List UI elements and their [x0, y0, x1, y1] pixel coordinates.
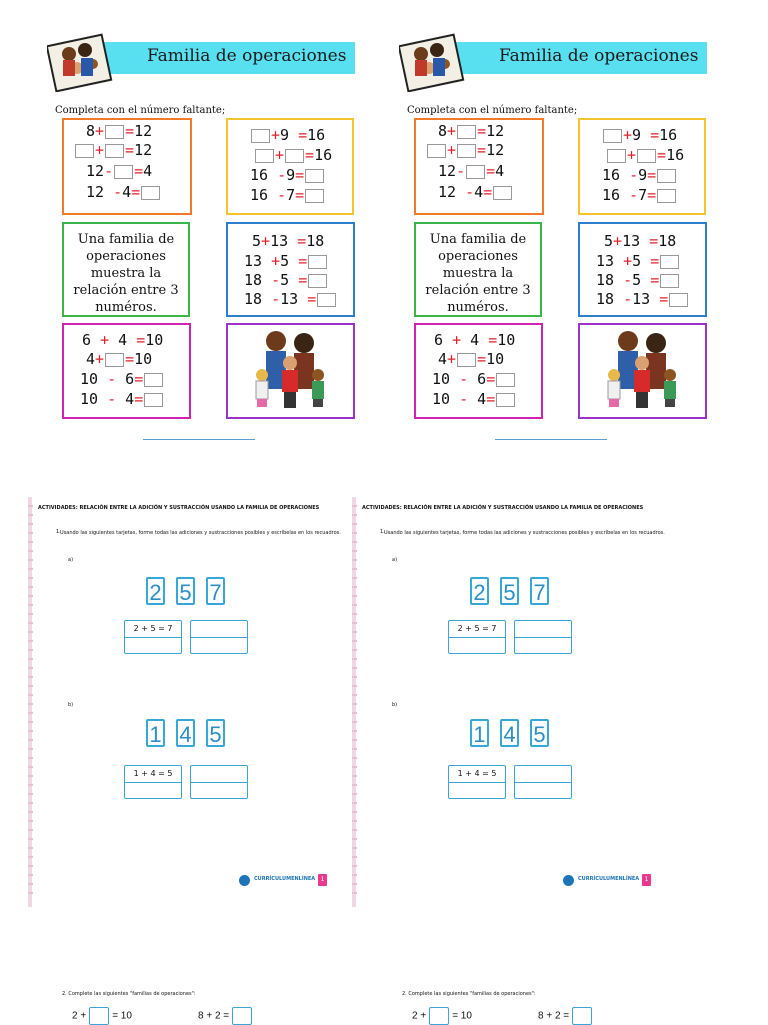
title-banner	[437, 42, 707, 74]
margin-tick	[28, 577, 33, 579]
margin-tick	[352, 622, 357, 624]
margin-tick	[352, 568, 357, 570]
margin-tick	[352, 847, 357, 849]
margin-tick	[352, 703, 357, 705]
margin-tick	[352, 667, 357, 669]
blank-box[interactable]	[457, 353, 476, 367]
blank-box[interactable]	[251, 129, 270, 143]
margin-tick	[28, 694, 33, 696]
blank-box[interactable]	[308, 274, 327, 288]
blank-box[interactable]	[141, 186, 160, 200]
blank-box[interactable]	[660, 274, 679, 288]
activity-title: ACTIVIDADES: RELACIÓN ENTRE LA ADICIÓN Y SUSTRACCIÓN USANDO LA FAMILIA DE OPERACIONES	[38, 505, 320, 511]
question-number: 1.	[56, 529, 61, 535]
worksheet-left	[25, 30, 355, 440]
exercise-2-instruction: 2. Complete las siguientes "familias de operaciones":	[402, 991, 536, 997]
margin-tick	[28, 640, 33, 642]
number-card[interactable]: 5	[206, 719, 225, 747]
number-card[interactable]: 2	[470, 577, 489, 605]
question-text: Usando las siguientes tarjetas, forme todas las adiciones y sustracciones posibles y escríbelas en los recuadros.	[384, 530, 665, 536]
blank-box[interactable]	[603, 129, 622, 143]
family-photo-icon	[47, 30, 121, 92]
part-a-label: a)	[392, 557, 398, 563]
blank-box[interactable]	[607, 149, 626, 163]
equation-1: 2 + = 10	[72, 1007, 132, 1025]
blank-box[interactable]	[75, 144, 94, 158]
blank-box[interactable]	[427, 144, 446, 158]
title-banner	[85, 42, 355, 74]
blank-box[interactable]	[305, 169, 324, 183]
curriculum-logo-icon	[563, 875, 574, 886]
margin-tick	[352, 874, 357, 876]
answer-box[interactable]	[190, 765, 248, 799]
blank-box[interactable]	[457, 144, 476, 158]
curriculum-logo-icon	[239, 875, 250, 886]
blank-box[interactable]	[89, 1007, 109, 1025]
margin-tick	[28, 523, 33, 525]
margin-tick	[28, 658, 33, 660]
margin-tick	[28, 541, 33, 543]
family-photo-icon	[399, 30, 473, 92]
margin-tick	[352, 856, 357, 858]
blank-box[interactable]	[305, 189, 324, 203]
divider-line	[495, 439, 607, 440]
blank-box[interactable]	[493, 186, 512, 200]
blank-box[interactable]	[657, 169, 676, 183]
exercise-2-left	[28, 963, 368, 1024]
margin-tick	[352, 604, 357, 606]
margin-tick	[352, 793, 357, 795]
margin-tick	[28, 514, 33, 516]
margin-tick	[28, 856, 33, 858]
answer-box[interactable]	[514, 765, 572, 799]
margin-tick	[28, 838, 33, 840]
question-text: Usando las siguientes tarjetas, forme todas las adiciones y sustracciones posibles y escríbelas en los recuadros.	[60, 530, 341, 536]
margin-tick	[28, 586, 33, 588]
margin-tick	[352, 631, 357, 633]
margin-tick	[28, 874, 33, 876]
blank-box[interactable]	[496, 393, 515, 407]
margin-tick	[28, 757, 33, 759]
blank-box[interactable]	[660, 255, 679, 269]
margin-tick	[28, 604, 33, 606]
number-card[interactable]: 4	[176, 719, 195, 747]
box-orange: 8+ =12 + =12 12- =4 12 -4=	[414, 118, 544, 215]
blank-box[interactable]	[317, 293, 336, 307]
margin-tick	[28, 730, 33, 732]
margin-tick	[28, 721, 33, 723]
blank-box[interactable]	[466, 165, 485, 179]
margin-tick	[28, 649, 33, 651]
number-card[interactable]: 5	[530, 719, 549, 747]
margin-tick	[28, 631, 33, 633]
margin-tick	[28, 613, 33, 615]
margin-tick	[28, 784, 33, 786]
margin-tick	[28, 847, 33, 849]
answer-box[interactable]: 1 + 4 = 5	[448, 765, 506, 799]
margin-tick	[28, 559, 33, 561]
answer-box[interactable]: 2 + 5 = 7	[124, 620, 182, 654]
box-purple-illustration	[226, 323, 355, 419]
family-illustration	[580, 325, 705, 417]
box-blue: 5+13 =18 13 +5 = 18 -5 = 18 -13 =	[578, 222, 707, 317]
margin-tick	[28, 685, 33, 687]
blank-box[interactable]	[105, 125, 124, 139]
margin-tick	[352, 865, 357, 867]
margin-tick	[352, 676, 357, 678]
number-card[interactable]: 7	[206, 577, 225, 605]
number-card[interactable]: 5	[500, 577, 519, 605]
margin-tick	[352, 595, 357, 597]
part-b-label: b)	[392, 702, 398, 708]
margin-tick	[352, 685, 357, 687]
margin-tick	[352, 694, 357, 696]
box-pink: 6 + 4 =10 4+ =10 10 - 6= 10 - 4=	[414, 323, 543, 419]
answer-box[interactable]	[514, 620, 572, 654]
blank-box[interactable]	[496, 373, 515, 387]
margin-tick	[28, 829, 33, 831]
box-blue: 5+13 =18 13 +5 = 18 -5 = 18 -13 =	[226, 222, 355, 317]
margin-tick	[28, 595, 33, 597]
blank-box[interactable]	[232, 1007, 252, 1025]
margin-tick	[352, 577, 357, 579]
blank-box[interactable]	[572, 1007, 592, 1025]
margin-tick	[28, 550, 33, 552]
margin-tick	[28, 892, 33, 894]
number-card[interactable]: 1	[146, 719, 165, 747]
margin-tick	[352, 766, 357, 768]
exercise-2-instruction: 2. Complete las siguientes "familias de operaciones":	[62, 991, 196, 997]
margin-tick	[352, 892, 357, 894]
margin-tick	[352, 559, 357, 561]
margin-tick	[352, 712, 357, 714]
answer-box[interactable]: 2 + 5 = 7	[448, 620, 506, 654]
box-purple-illustration	[578, 323, 707, 419]
box-green-definition: Una familia de operaciones muestra la relación entre 3 numéros.	[414, 222, 542, 317]
number-card[interactable]: 5	[176, 577, 195, 605]
margin-tick	[352, 721, 357, 723]
margin-tick	[352, 739, 357, 741]
divider-line	[143, 439, 255, 440]
margin-tick	[352, 829, 357, 831]
margin-tick	[352, 730, 357, 732]
margin-tick	[28, 712, 33, 714]
family-illustration	[228, 325, 353, 417]
margin-tick	[352, 586, 357, 588]
number-card[interactable]: 4	[500, 719, 519, 747]
margin-tick	[352, 658, 357, 660]
margin-tick	[352, 613, 357, 615]
question-number: 1.	[380, 529, 385, 535]
blank-box[interactable]	[144, 393, 163, 407]
margin-tick	[28, 748, 33, 750]
blank-box[interactable]	[144, 373, 163, 387]
margin-tick	[352, 541, 357, 543]
margin-tick	[352, 883, 357, 885]
margin-tick	[28, 739, 33, 741]
activity-sheet-left	[28, 497, 354, 907]
box-yellow: +9 =16 + =16 16 -9= 16 -7=	[578, 118, 706, 215]
blank-box[interactable]	[285, 149, 304, 163]
margin-tick	[352, 550, 357, 552]
margin-tick	[28, 667, 33, 669]
margin-tick	[28, 820, 33, 822]
equation-1: 2 + = 10	[412, 1007, 472, 1025]
number-card[interactable]: 1	[470, 719, 489, 747]
answer-box[interactable]	[190, 620, 248, 654]
margin-tick	[352, 820, 357, 822]
margin-tick	[28, 676, 33, 678]
exercise-2-right	[368, 963, 708, 1024]
instruction: Completa con el número faltante;	[407, 105, 578, 116]
margin-tick	[28, 883, 33, 885]
footer-brand: CURRÍCULUMENLÍNEA	[254, 876, 316, 882]
blank-box[interactable]	[457, 125, 476, 139]
margin-tick	[28, 703, 33, 705]
margin-tick	[352, 532, 357, 534]
margin-tick	[352, 811, 357, 813]
number-card[interactable]: 2	[146, 577, 165, 605]
footer-brand: CURRÍCULUMENLÍNEA	[578, 876, 640, 882]
margin-tick	[352, 784, 357, 786]
margin-tick	[28, 793, 33, 795]
box-orange: 8+ =12 + =12 12- =4 12 -4=	[62, 118, 192, 215]
margin-tick	[352, 838, 357, 840]
blank-box[interactable]	[657, 189, 676, 203]
blank-box[interactable]	[308, 255, 327, 269]
blank-box[interactable]	[105, 144, 124, 158]
margin-tick	[28, 622, 33, 624]
margin-tick	[352, 802, 357, 804]
margin-tick	[352, 640, 357, 642]
blank-box[interactable]	[669, 293, 688, 307]
margin-tick	[28, 802, 33, 804]
box-yellow: +9 =16 + =16 16 -9= 16 -7=	[226, 118, 354, 215]
worksheet-right	[377, 30, 707, 440]
margin-tick	[352, 523, 357, 525]
blank-box[interactable]	[429, 1007, 449, 1025]
margin-tick	[28, 775, 33, 777]
margin-tick	[352, 649, 357, 651]
part-a-label: a)	[68, 557, 74, 563]
page-number: 1	[318, 874, 327, 886]
blank-box[interactable]	[105, 353, 124, 367]
page-number: 1	[642, 874, 651, 886]
box-pink: 6 + 4 =10 4+ =10 10 - 6= 10 - 4=	[62, 323, 191, 419]
activity-sheet-right	[352, 497, 678, 907]
margin-tick	[28, 766, 33, 768]
blank-box[interactable]	[114, 165, 133, 179]
margin-tick	[28, 811, 33, 813]
margin-tick	[352, 505, 357, 507]
margin-tick	[352, 775, 357, 777]
equation-2: 8 + 2 =	[198, 1007, 255, 1025]
margin-tick	[352, 757, 357, 759]
margin-tick	[28, 865, 33, 867]
margin-tick	[28, 532, 33, 534]
box-green-definition: Una familia de operaciones muestra la relación entre 3 numéros.	[62, 222, 190, 317]
activity-title: ACTIVIDADES: RELACIÓN ENTRE LA ADICIÓN Y SUSTRACCIÓN USANDO LA FAMILIA DE OPERACIONES	[362, 505, 644, 511]
blank-box[interactable]	[255, 149, 274, 163]
worksheet-title: Familia de operaciones	[499, 46, 699, 66]
margin-tick	[28, 505, 33, 507]
worksheet-title: Familia de operaciones	[147, 46, 347, 66]
margin-tick	[352, 748, 357, 750]
margin-tick	[352, 514, 357, 516]
blank-box[interactable]	[637, 149, 656, 163]
part-b-label: b)	[68, 702, 74, 708]
number-card[interactable]: 7	[530, 577, 549, 605]
answer-box[interactable]: 1 + 4 = 5	[124, 765, 182, 799]
instruction: Completa con el número faltante;	[55, 105, 226, 116]
equation-2: 8 + 2 =	[538, 1007, 595, 1025]
margin-tick	[28, 568, 33, 570]
